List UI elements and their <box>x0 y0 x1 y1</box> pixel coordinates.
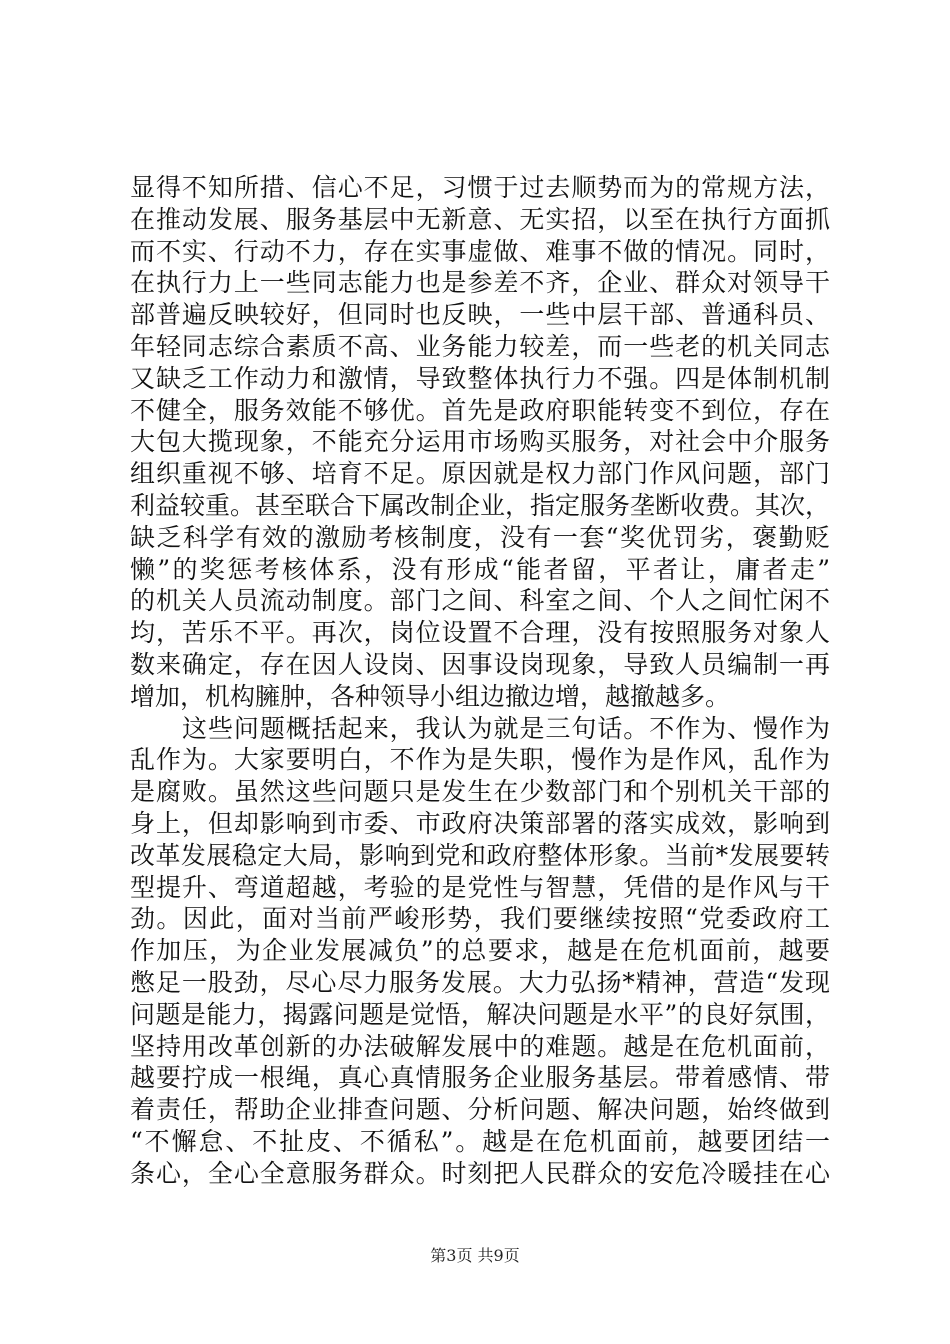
body-line: 在执行力上一些同志能力也是参差不齐，企业、群众对领导干 <box>130 268 830 298</box>
body-line: 作加压，为企业发展减负”的总要求，越是在危机面前，越要 <box>130 936 830 966</box>
body-line: 懒”的奖惩考核体系，没有形成“能者留，平者让，庸者走” <box>130 554 830 584</box>
body-line: 缺乏科学有效的激励考核制度，没有一套“奖优罚劣，褒勤贬 <box>130 522 830 552</box>
body-line: 问题是能力，揭露问题是觉悟，解决问题是水平”的良好氛围， <box>130 999 830 1029</box>
body-line: 身上，但却影响到市委、市政府决策部署的落实成效，影响到 <box>130 808 830 838</box>
body-line: 大包大揽现象，不能充分运用市场购买服务，对社会中介服务 <box>130 427 830 457</box>
body-line: 这些问题概括起来，我认为就是三句话。不作为、慢作为 <box>182 713 830 743</box>
body-line: 利益较重。甚至联合下属改制企业，指定服务垄断收费。其次， <box>130 490 830 520</box>
document-body <box>130 172 830 1190</box>
body-line: “不懈怠、不扯皮、不循私”。越是在危机面前，越要团结一 <box>130 1126 830 1156</box>
body-line: 改革发展稳定大局，影响到党和政府整体形象。当前*发展要转 <box>130 840 830 870</box>
body-line: 越要拧成一根绳，真心真情服务企业服务基层。带着感情、带 <box>130 1063 830 1093</box>
body-line: 型提升、弯道超越，考验的是党性与智慧，凭借的是作风与干 <box>130 872 830 902</box>
body-line: 坚持用改革创新的办法破解发展中的难题。越是在危机面前， <box>130 1031 830 1061</box>
body-line: 显得不知所措、信心不足，习惯于过去顺势而为的常规方法， <box>130 173 830 202</box>
body-line: 条心，全心全意服务群众。时刻把人民群众的安危冷暖挂在心 <box>130 1158 830 1188</box>
body-line: 在推动发展、服务基层中无新意、无实招，以至在执行方面抓 <box>130 204 830 234</box>
body-line: 不健全，服务效能不够优。首先是政府职能转变不到位，存在 <box>130 395 830 425</box>
body-line: 劲。因此，面对当前严峻形势，我们要继续按照“党委政府工 <box>130 904 830 934</box>
body-line: 憋足一股劲，尽心尽力服务发展。大力弘扬*精神，营造“发现 <box>130 967 830 997</box>
body-line: 的机关人员流动制度。部门之间、科室之间、个人之间忙闲不 <box>130 586 830 616</box>
body-line: 是腐败。虽然这些问题只是发生在少数部门和个别机关干部的 <box>130 777 830 807</box>
body-line: 均，苦乐不平。再次，岗位设置不合理，没有按照服务对象人 <box>130 618 830 648</box>
body-line: 增加，机构臃肿，各种领导小组边撤边增，越撤越多。 <box>130 681 731 711</box>
body-line: 部普遍反映较好，但同时也反映，一些中层干部、普通科员、 <box>130 300 830 330</box>
body-line: 乱作为。大家要明白，不作为是失职，慢作为是作风，乱作为 <box>130 745 830 775</box>
body-line: 数来确定，存在因人设岗、因事设岗现象，导致人员编制一再 <box>130 649 830 679</box>
body-line: 而不实、行动不力，存在实事虚做、难事不做的情况。同时， <box>130 236 830 266</box>
page-number-footer: 第3页 共9页 <box>430 1246 520 1265</box>
body-line: 组织重视不够、培育不足。原因就是权力部门作风问题，部门 <box>130 459 830 489</box>
body-line: 年轻同志综合素质不高、业务能力较差，而一些老的机关同志 <box>130 331 830 361</box>
body-line: 又缺乏工作动力和激情，导致整体执行力不强。四是体制机制 <box>130 363 830 393</box>
body-line: 着责任，帮助企业排查问题、分析问题、解决问题，始终做到 <box>130 1095 830 1125</box>
